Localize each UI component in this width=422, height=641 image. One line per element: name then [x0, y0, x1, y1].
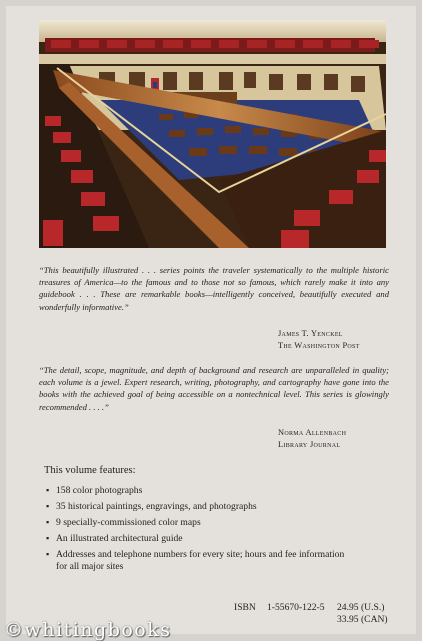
features-list — [46, 485, 356, 577]
review-attribution-2 — [278, 427, 346, 450]
features-heading: This volume features: — [44, 465, 136, 476]
feature-item: ▪ 35 historical paintings, engravings, and photographs — [46, 501, 356, 513]
review-quote-1: “This beautifully illustrated . . . series points the traveler systematically to the multiple historic treasures of America—to the famous and to those not so famous, which rarely make it into any guidebook . . . These are remarkable books—intelligently conceived, beautifully executed and wonderfully informative.” — [39, 265, 389, 312]
feature-item: ▪ Addresses and telephone numbers for every site; hours and fee information for all major sites — [46, 549, 356, 572]
isbn-number: 1-55670-122-5 — [267, 602, 325, 613]
reviewer-name: Norma Allenbach — [278, 428, 347, 437]
review-attribution-1 — [278, 328, 360, 351]
reviewer-name: James T. Yenckel — [278, 329, 343, 338]
watermark-text: ©whitingbooks — [4, 619, 172, 641]
review-source: The Washington Post — [278, 340, 360, 350]
feature-item: ▪ 9 specially-commissioned color maps — [46, 517, 356, 529]
isbn-label: ISBN — [234, 602, 256, 613]
book-back-cover — [6, 6, 416, 634]
price-can: 33.95 (CAN) — [337, 613, 388, 625]
review-quote-2: “The detail, scope, magnitude, and depth of background and research are unparalleled in quality; each volume is a jewel. Expert research, writing, photography, and cartography have gone into the books with the achieved goal of being accessible on a nontechnical level. This series is glowingly recommended . . . .” — [39, 365, 389, 412]
feature-item: ▪ 158 color photographs — [46, 485, 356, 497]
senate-chamber-photo — [39, 20, 386, 248]
price-us: 24.95 (U.S.) — [337, 602, 385, 613]
review-source: Library Journal — [278, 439, 341, 449]
feature-item: ▪ An illustrated architectural guide — [46, 533, 356, 545]
